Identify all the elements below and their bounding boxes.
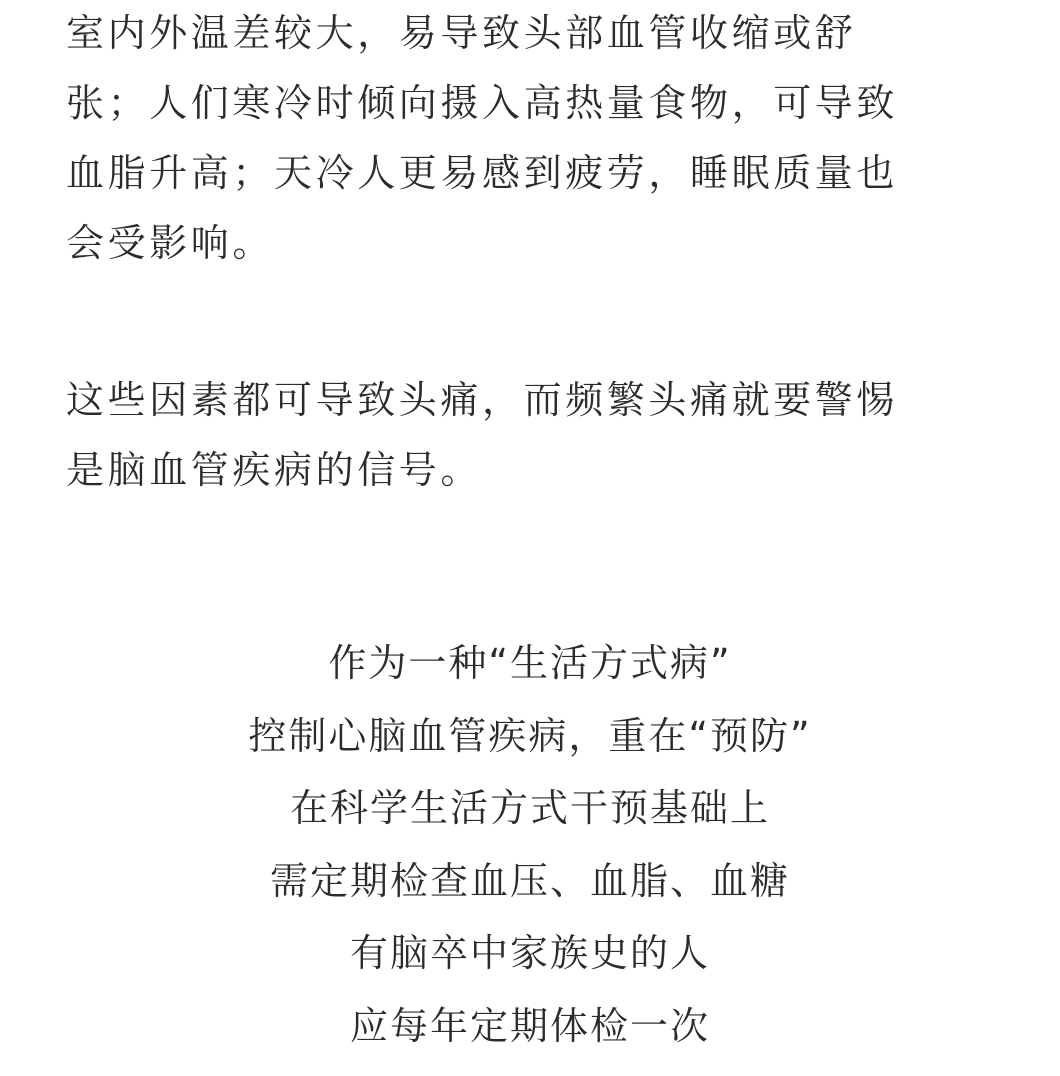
- paragraph-line: 会受影响。: [66, 221, 275, 265]
- paragraph-headache-warning: [66, 365, 996, 505]
- summary-line: 控制心脑血管疾病，重在“预防”: [248, 713, 812, 758]
- paragraph-line: 血脂升高；天冷人更易感到疲劳，睡眠质量也: [66, 151, 899, 195]
- summary-line: 作为一种“生活方式病”: [328, 641, 732, 685]
- summary-line: 应每年定期体检一次: [349, 1003, 710, 1048]
- paragraph-line: 这些因素都可导致头痛，而频繁头痛就要警惕: [66, 378, 899, 422]
- summary-line: 在科学生活方式干预基础上: [289, 786, 770, 830]
- paragraph-temperature-effects: [66, 0, 996, 278]
- paragraph-line: 张；人们寒冷时倾向摄入高热量食物，可导致: [66, 81, 899, 125]
- summary-line: 有脑卒中家族史的人: [349, 931, 710, 975]
- paragraph-line: 是脑血管疾病的信号。: [66, 448, 483, 492]
- prevention-summary: [0, 627, 1060, 1062]
- paragraph-line: 室内外温差较大，易导致头部血管收缩或舒: [66, 11, 857, 55]
- summary-line: 需定期检查血压、血脂、血糖: [269, 858, 790, 903]
